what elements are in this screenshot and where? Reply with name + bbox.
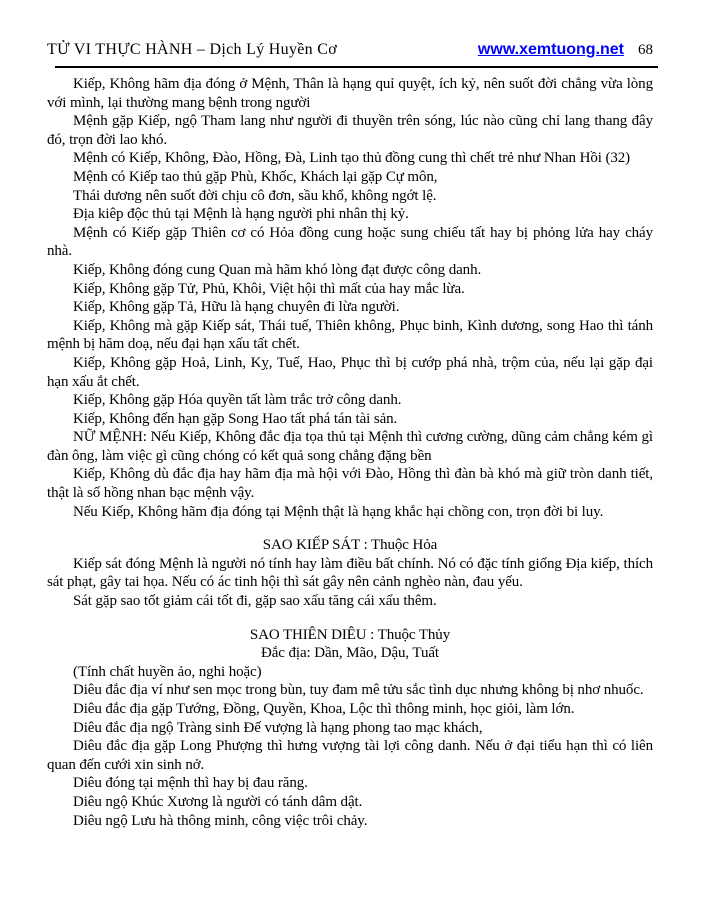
paragraph: Kiếp, Không hãm địa đóng ở Mệnh, Thân là hạng quỉ quyệt, ích kỷ, nên suốt đời chẳng vừa lòng với mình, lại thường mang bệnh trong người (47, 76, 653, 111)
header-right (478, 41, 653, 59)
website-link[interactable]: www.xemtuong.net (477, 41, 624, 58)
section-subheading: Đắc địa: Dần, Mão, Dậu, Tuất (260, 645, 439, 662)
paragraph: Kiếp, Không gặp Hóa quyền tất làm trắc trở công danh. (73, 392, 402, 409)
paragraph: Kiếp, Không đến hạn gặp Song Hao tất phá tán tài sản. (73, 410, 398, 427)
paragraph: Diêu đắc địa ví như sen mọc trong bùn, tuy đam mê tửu sắc tình dục nhưng không bị nhơ nhuốc. (73, 682, 644, 699)
page-number: 68 (638, 42, 653, 58)
paragraph: Mệnh có Kiếp gặp Thiên cơ có Hỏa đồng cung hoặc sung chiếu tất hay bị phỏng lửa hay cháy nhà. (47, 224, 653, 260)
paragraph: Diêu đắc địa gặp Tướng, Đồng, Quyền, Khoa, Lộc thì thông minh, học giỏi, làm lớn. (73, 701, 575, 717)
paragraph: Kiếp, Không gặp Tử, Phủ, Khôi, Việt hội thì mất của hay mắc lừa. (73, 280, 465, 297)
paragraph: Diêu đóng tại mệnh thì hay bị đau răng. (73, 775, 308, 792)
paragraph: Kiếp sát đóng Mệnh là người nó tính hay làm điều bất chính. Nó có đặc tính giống Địa kiếp, thích sát phạt, gây tai họa. Nếu có ác tinh hội thì sát gây nên cảnh nghèo nàn, đau yếu. (47, 555, 653, 591)
document-body (47, 75, 653, 830)
paragraph: Nếu Kiếp, Không hãm địa đóng tại Mệnh thật là hạng khắc hại chồng con, trọn đời bi luy. (73, 503, 604, 520)
paragraph: Diêu đắc địa ngộ Tràng sinh Đế vượng là hạng phong tao mạc khách, (73, 719, 483, 736)
paragraph: Kiếp, Không gặp Hoả, Linh, Kỵ, Tuế, Hao, Phục thì bị cướp phá nhà, trộm của, nếu lại gặp đại hạn xấu ắt chết. (47, 354, 653, 390)
paragraph: NỮ MỆNH: Nếu Kiếp, Không đắc địa tọa thủ tại Mệnh thì cương cường, dũng cảm chẳng kém gì đàn ông, làm việc gì cũng chóng có kết quả song chẳng đặng bền (47, 429, 653, 464)
paragraph: Địa kiêp độc thủ tại Mệnh là hạng người phi nhân thị kỷ. (73, 206, 409, 223)
paragraph: Kiếp, Không gặp Tả, Hữu là hạng chuyên đi lừa người. (73, 299, 400, 316)
paragraph: Mệnh gặp Kiếp, ngộ Tham lang như người đi thuyền trên sóng, lúc nào cũng chỉ lang thang đây đó, trọn đời lao khó. (47, 113, 653, 148)
paragraph: Diêu ngộ Lưu hà thông minh, công việc trôi chảy. (73, 812, 368, 829)
paragraph: Diêu đắc địa gặp Long Phượng thì hưng vượng tài lợi công danh. Nếu ở đại tiểu hạn thì có liên quan đến cưới xin sinh nở. (47, 738, 653, 773)
page-header (47, 41, 653, 59)
section-heading: SAO KIẾP SÁT : Thuộc Hỏa (262, 537, 438, 554)
header-divider (55, 66, 658, 68)
paragraph: Sát gặp sao tốt giảm cái tốt đi, gặp sao xấu tăng cái xấu thêm. (73, 593, 437, 610)
paragraph: Mệnh có Kiếp, Không, Đào, Hồng, Đà, Linh tạo thủ đồng cung thì chết trẻ như Nhan Hồi (32) (73, 150, 631, 167)
paragraph: (Tính chất huyền ảo, nghi hoặc) (73, 663, 262, 680)
book-title: TỬ VI THỰC HÀNH – Dịch Lý Huyền Cơ (47, 41, 337, 58)
paragraph: Diêu ngộ Khúc Xương là người có tánh dâm dật. (73, 793, 363, 810)
paragraph: Thái dương nên suốt đời chịu cô đơn, sầu khổ, không ngớt lệ. (73, 187, 437, 204)
paragraph: Kiếp, Không mà gặp Kiếp sát, Thái tuế, Thiên không, Phục binh, Kình dương, song Hao thì tánh mệnh bị hăm doạ, nếu đại hạn xấu tất chết. (47, 317, 653, 353)
section-heading: SAO THIÊN DIÊU : Thuộc Thủy (249, 626, 451, 643)
paragraph: Mệnh có Kiếp tao thủ gặp Phù, Khốc, Khách lại gặp Cự môn, (73, 168, 438, 185)
paragraph: Kiếp, Không đóng cung Quan mà hãm khó lòng đạt được công danh. (73, 261, 482, 278)
paragraph: Kiếp, Không dù đắc địa hay hãm địa mà hội với Đào, Hồng thì đàn bà khó mà giữ tròn danh tiết, thật là số hồng nhan bạc mệnh vậy. (47, 466, 653, 502)
